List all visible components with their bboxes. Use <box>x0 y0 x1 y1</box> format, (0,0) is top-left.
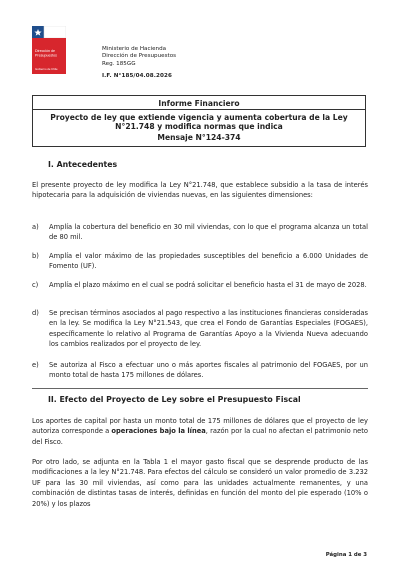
list-item <box>32 280 368 290</box>
report-subject-line1: Proyecto de ley que extiende vigencia y aumenta cobertura de la Ley <box>50 112 348 122</box>
list-item-text: Amplía la cobertura del beneficio en 30 mil viviendas, con lo que el programa alcanza un total de 80 mil. <box>49 223 368 242</box>
page-number: Página 1 de 3 <box>325 552 367 558</box>
list-item-text: Amplía el plazo máximo en el cual se podrá solicitar el beneficio hasta el 31 de mayo de 2028. <box>49 281 367 289</box>
section-divider <box>32 388 368 389</box>
document-header <box>102 46 176 81</box>
ministry-name: Ministerio de Hacienda <box>102 46 167 52</box>
list-item-text: Se autoriza al Fisco a efectuar uno o más aportes fiscales al patrimonio del FOGAES, por un monto total de hasta 175 millones de dólares. <box>49 361 368 380</box>
list-item-label: d) <box>32 309 39 317</box>
list-item <box>32 251 368 272</box>
list-item <box>32 222 368 243</box>
report-subject-line2: N°21.748 y modifica normas que indica <box>115 122 283 132</box>
capital-contributions-paragraph <box>32 416 368 447</box>
list-item-label: b) <box>32 252 39 260</box>
logo-text-2: Presupuestos <box>35 53 57 58</box>
list-item-label: e) <box>32 361 39 369</box>
report-reference: I.F. N°185/04.08.2026 <box>102 73 172 80</box>
list-item <box>32 360 368 381</box>
report-title-box <box>32 95 366 147</box>
paragraph-text: Los aportes de capital por hasta un monto total de 175 millones de dólares que el proyecto de ley autoriza corresponde a <box>32 417 368 436</box>
section-efecto-title: II. Efecto del Proyecto de Ley sobre el Presupuesto Fiscal <box>48 395 301 404</box>
list-item-label: a) <box>32 223 39 231</box>
intro-paragraph: El presente proyecto de ley modifica la Ley N°21.748, que establece subsidio a la tasa de interés hipotecaria para la adquisición de viviendas nuevas, en las siguientes dimensiones: <box>32 181 368 200</box>
fiscal-cost-paragraph: Por otro lado, se adjunta en la Tabla 1 el mayor gasto fiscal que se desprende producto de las modificaciones a la ley N°21.748. Para efectos del cálculo se consideró un valor promedio de 3.232 UF para las 30 mil viviendas, así como para las unidades actualmente remanentes, y una combinación de distintas tasas de interés, definidas en función del monto del pie esperado (10% o 20%) y los plazos <box>32 458 368 508</box>
message-number: Mensaje N°124-374 <box>157 132 241 142</box>
direction-name: Dirección de Presupuestos <box>102 53 177 60</box>
logo-text-1: Dirección de <box>35 49 55 53</box>
list-item <box>32 308 368 350</box>
list-item-text: Amplía el valor máximo de las propiedades susceptibles del beneficio a 6.000 Unidades de Fomento (UF). <box>49 252 368 271</box>
paragraph-text: , razón por la cual no afectan el patrimonio neto del Fisco. <box>32 427 369 446</box>
logo-text-3: Gobierno de Chile <box>35 67 58 71</box>
title-divider <box>33 109 365 110</box>
government-logo <box>32 26 66 74</box>
section-antecedentes-title: I. Antecedentes <box>48 160 118 169</box>
list-item-label: c) <box>32 281 39 289</box>
paragraph-emphasis: operaciones bajo la línea <box>111 427 206 436</box>
report-heading: Informe Financiero <box>158 99 240 108</box>
registry-code: Reg. 185GG <box>102 60 136 67</box>
list-item-text: Se precisan términos asociados al pago respectivo a las instituciones financieras consideradas en la ley. Se modifica la Ley N°21.543, que crea el Fondo de Garantías Especiales (FOGAES), específicamente lo relativo al Programa de Garantías Apoyo a la Vivienda Nueva adecuando los cambios realizados por el proyecto de ley. <box>49 309 368 349</box>
